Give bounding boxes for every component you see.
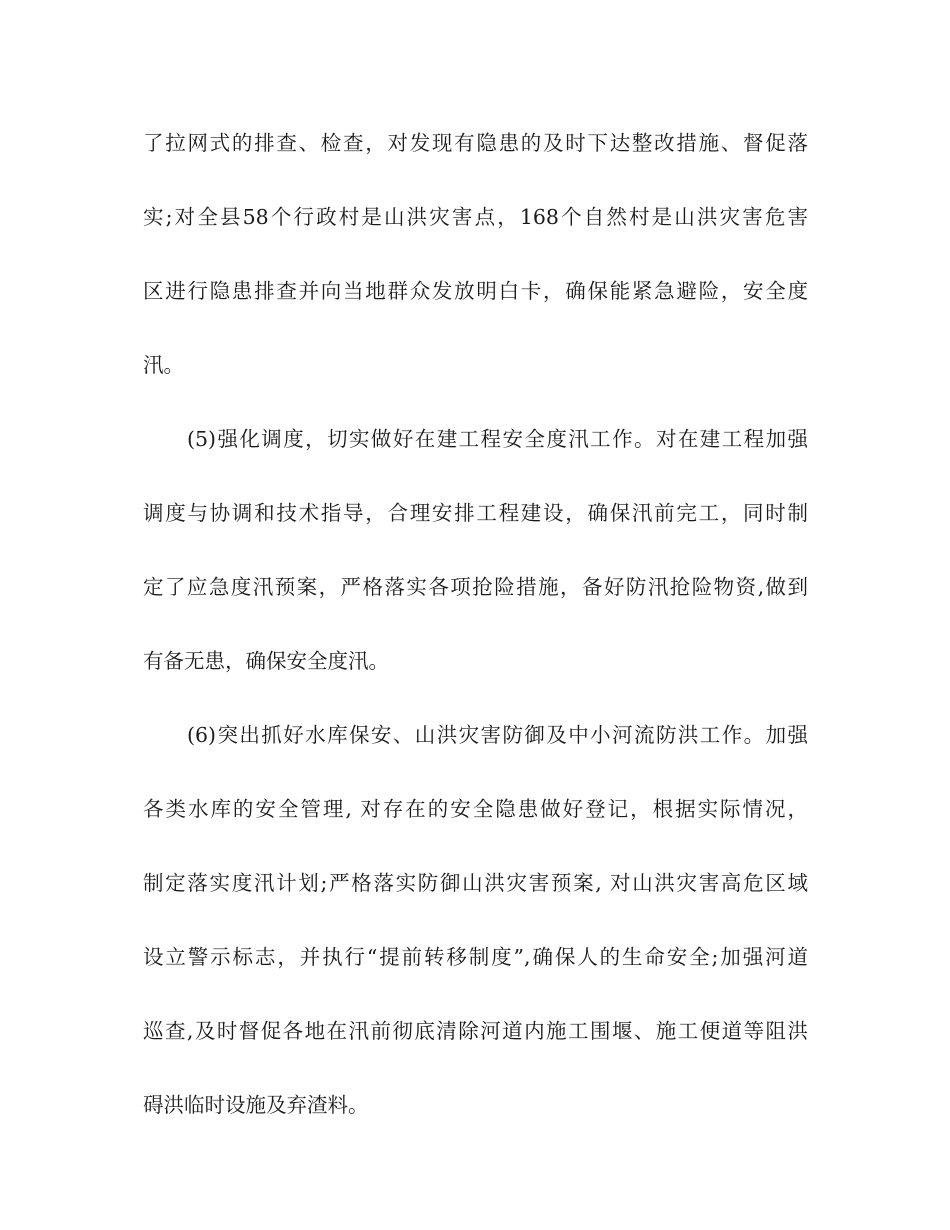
text-line: 定了应急度汛预案，严格落实各项抢险措施，备好防汛抢险物资,做到 (143, 575, 808, 599)
text-line: 了拉网式的排查、检查，对发现有隐患的及时下达整改措施、督促落 (143, 131, 808, 155)
text-line: 巡查,及时督促各地在汛前彻底清除河道内施工围堰、施工便道等阻洪 (143, 1019, 808, 1043)
text-line: 设立警示标志，并执行“提前转移制度”,确保人的生命安全;加强河道 (143, 945, 808, 969)
text-line: 区进行隐患排查并向当地群众发放明白卡，确保能紧急避险，安全度 (143, 279, 808, 303)
text-line: 调度与协调和技术指导，合理安排工程建设，确保汛前完工，同时制 (143, 501, 808, 525)
document-body (143, 123, 808, 1159)
text-line: 实;对全县58个行政村是山洪灾害点，168个自然村是山洪灾害危害 (143, 205, 808, 229)
text-line: 汛。 (143, 353, 184, 377)
text-line: 碍洪临时设施及弃渣料。 (143, 1093, 369, 1117)
text-line: 各类水库的安全管理, 对存在的安全隐患做好登记，根据实际情况， (143, 797, 808, 821)
text-line: 制定落实度汛计划;严格落实防御山洪灾害预案, 对山洪灾害高危区域 (143, 871, 808, 895)
paragraph-5-start: (5)强化调度，切实做好在建工程安全度汛工作。对在建工程加强 (187, 427, 808, 451)
paragraph-6-start: (6)突出抓好水库保安、山洪灾害防御及中小河流防洪工作。加强 (187, 723, 808, 747)
text-line: 有备无患，确保安全度汛。 (143, 649, 389, 673)
